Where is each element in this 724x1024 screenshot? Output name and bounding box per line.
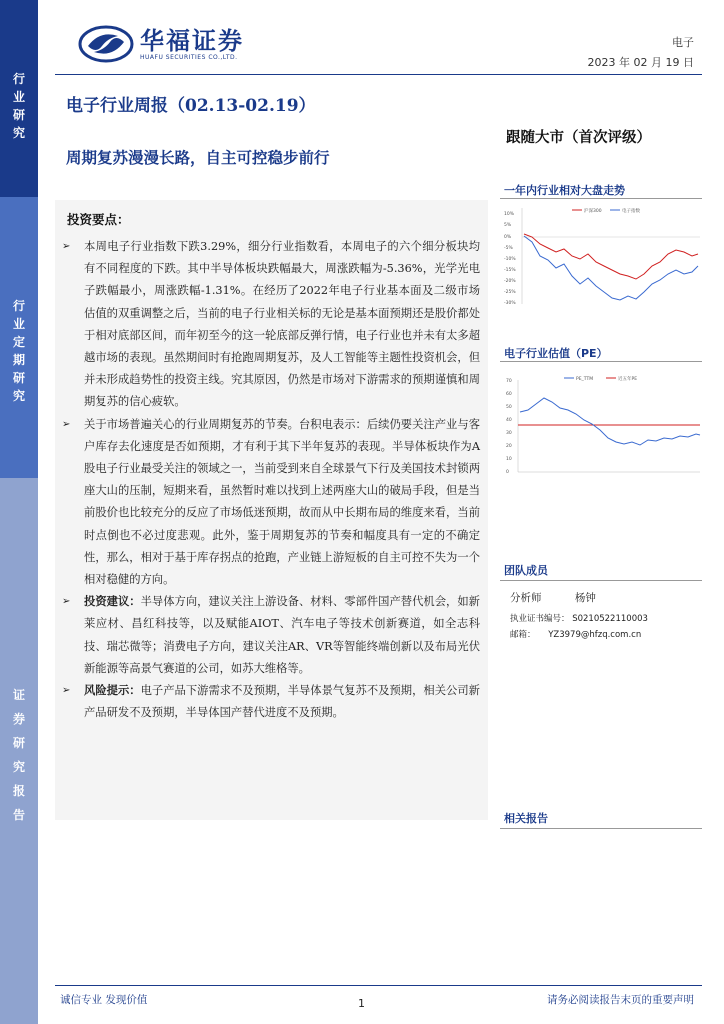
y-tick: -25% [504,290,516,295]
side-char: 业 [12,90,25,104]
side-label-securities-report [0,478,38,1024]
y-tick: 50 [506,405,512,410]
related-reports-title: 相关报告 [504,812,548,825]
footer-slogan: 诚信专业 发现价值 [60,994,148,1006]
related-divider [500,828,702,829]
y-tick: 0 [506,470,509,475]
pe-ttm-series-line [520,398,700,445]
electronics-series-line [524,236,698,300]
bullet-text: 关于市场普遍关心的行业周期复苏的节奏。台积电表示：后续仍要关注产业与客户库存去化速度是否如预期，才有利于其下半年复苏的表现。半导体板块作为A股电子行业最受关注的领域之一，当前受到来自全球景气下行及美国技术封锁两座大山的压制，短期来看，虽然暂时难以找到上述两座大山的破局手段，但是当前股价也比较充分的反应了市场低迷预期，故而从中长期布局的维度来看，当前时点倒也不必过度悲观。此外，鉴于周期复苏的节奏和幅度具有一定的不确定性，那么，相对于基于库存拐点的抢跑，产业链上游短板的自主可控不失为一个相对稳健的方向。 [84,417,480,587]
y-tick: 60 [506,392,512,397]
list-item [62,236,480,414]
cert-label: 执业证书编号： [510,614,570,624]
analyst-row [510,590,596,605]
bullet-lead: 投资建议： [84,595,141,609]
y-tick: 40 [506,418,512,423]
side-char: 行 [12,299,25,313]
side-label-industry-research [0,0,38,197]
list-item [62,680,480,724]
side-char: 行 [12,72,25,86]
side-char: 究 [12,760,25,774]
side-char: 研 [12,108,25,122]
y-tick: 10 [506,457,512,462]
header-date: 2023 年 02 月 19 日 [587,56,694,69]
rating-label: 跟随大市（首次评级） [506,129,651,146]
report-title: 电子行业周报（02.13-02.19） [66,96,316,116]
y-tick-labels [506,378,512,475]
company-name-en: HUAFU SECURITIES CO.,LTD. [140,53,238,61]
bullet-text: 电子产品下游需求不及预期，半导体景气复苏不及预期，相关公司新产品研发不及预期，半导体国产替代进度不及预期。 [84,684,480,720]
list-item [62,591,480,680]
cert-number: S0210522110003 [572,614,648,624]
list-item [62,414,480,592]
footer-disclaimer: 请务必阅读报告末页的重要声明 [547,994,694,1006]
side-char: 业 [12,317,25,331]
team-divider [500,580,702,581]
chart2-title: 电子行业估值（PE） [504,347,608,360]
bullet-text: 半导体方向，建议关注上游设备、材料、零部件国产替代机会，如新莱应材、昌红科技等，以及赋能AIOT、汽车电子等技术创新赛道，如全志科技、瑞芯微等；消费电子方向，建议关注AR、VR等智能终端创新以及布局光伏新能源等高景气赛道的公司，如苏大维格等。 [84,595,480,675]
report-subtitle: 周期复苏漫漫长路，自主可控稳步前行 [66,149,330,167]
footer-divider [55,985,702,986]
company-logo [78,24,244,64]
side-char: 报 [12,784,25,798]
side-label-periodic-research [0,197,38,478]
cert-row [510,612,648,624]
team-title: 团队成员 [504,564,548,577]
y-tick: -20% [504,279,516,284]
y-tick: -30% [504,301,516,306]
arrow-bullet-icon: ➢ [62,685,71,697]
legend-hs300: 沪深300 [584,209,602,214]
key-points-list [62,236,480,724]
chart2-divider [500,361,702,362]
arrow-bullet-icon: ➢ [62,241,71,252]
arrow-bullet-icon: ➢ [62,418,71,430]
chart1-divider [500,198,702,199]
analyst-name: 杨钟 [574,592,596,604]
bullet-lead: 风险提示： [84,684,141,698]
y-tick: 5% [504,223,512,228]
side-char: 究 [12,126,25,140]
legend-5y-pe: 近五年PE [618,377,638,382]
side-char: 券 [12,712,25,726]
side-char: 证 [12,688,25,702]
side-band [0,0,38,1024]
analyst-label: 分析师 [510,592,542,604]
side-char: 期 [12,353,25,367]
y-tick: 30 [506,431,512,436]
header-divider [55,74,702,75]
logo-swirl-icon [78,24,136,64]
email-row [510,628,641,640]
side-char: 告 [12,808,25,822]
side-char: 究 [12,389,25,403]
header-sector: 电子 [672,36,694,49]
email-link[interactable]: YZ3979@hfzq.com.cn [548,630,642,640]
page-number: 1 [358,997,365,1010]
bullet-text: 本周电子行业指数下跌3.29%，细分行业指数看，本周电子的六个细分板块均有不同程度的下跌。其中半导体板块跌幅最大，周涨跌幅为-5.36%，光学光电子跌幅最小，周涨跌幅-1.31%。在经历了2022年电子行业基本面及二级市场估值的双重调整之后，当前的电子行业相关标的无论是基本面预期还是股价都处于相对底部区间，而年初至今的这一轮底部反弹行情，电子行业也并未有太多超越市场的表现。虽然期间时有抢跑周期复苏，及人工智能等主题性投资机会，但并未形成趋势性的投资主线。究其原因，仍然是市场对下游需求的预期谨慎和周期复苏的信心疲软。 [84,240,480,409]
y-tick: -15% [504,268,516,273]
legend-electronics: 电子指数 [622,209,640,214]
side-char: 定 [12,335,25,349]
y-tick: 70 [506,379,512,384]
y-tick: -5% [504,246,513,251]
company-name-cn: 华福证券 [140,25,244,55]
key-points-title: 投资要点： [67,212,130,227]
y-tick: 20 [506,444,512,449]
y-tick: -10% [504,257,516,262]
y-tick: 0% [504,235,512,240]
email-label: 邮箱： [510,630,536,640]
arrow-bullet-icon: ➢ [62,596,71,608]
side-char: 研 [12,371,25,385]
legend-pe-ttm: PE_TTM [576,377,594,382]
y-tick-labels [504,211,516,306]
chart1-title: 一年内行业相对大盘走势 [504,184,625,197]
relative-trend-chart [502,204,702,336]
y-tick: 10% [504,212,515,217]
side-char: 研 [12,736,25,750]
valuation-pe-chart [502,368,702,500]
